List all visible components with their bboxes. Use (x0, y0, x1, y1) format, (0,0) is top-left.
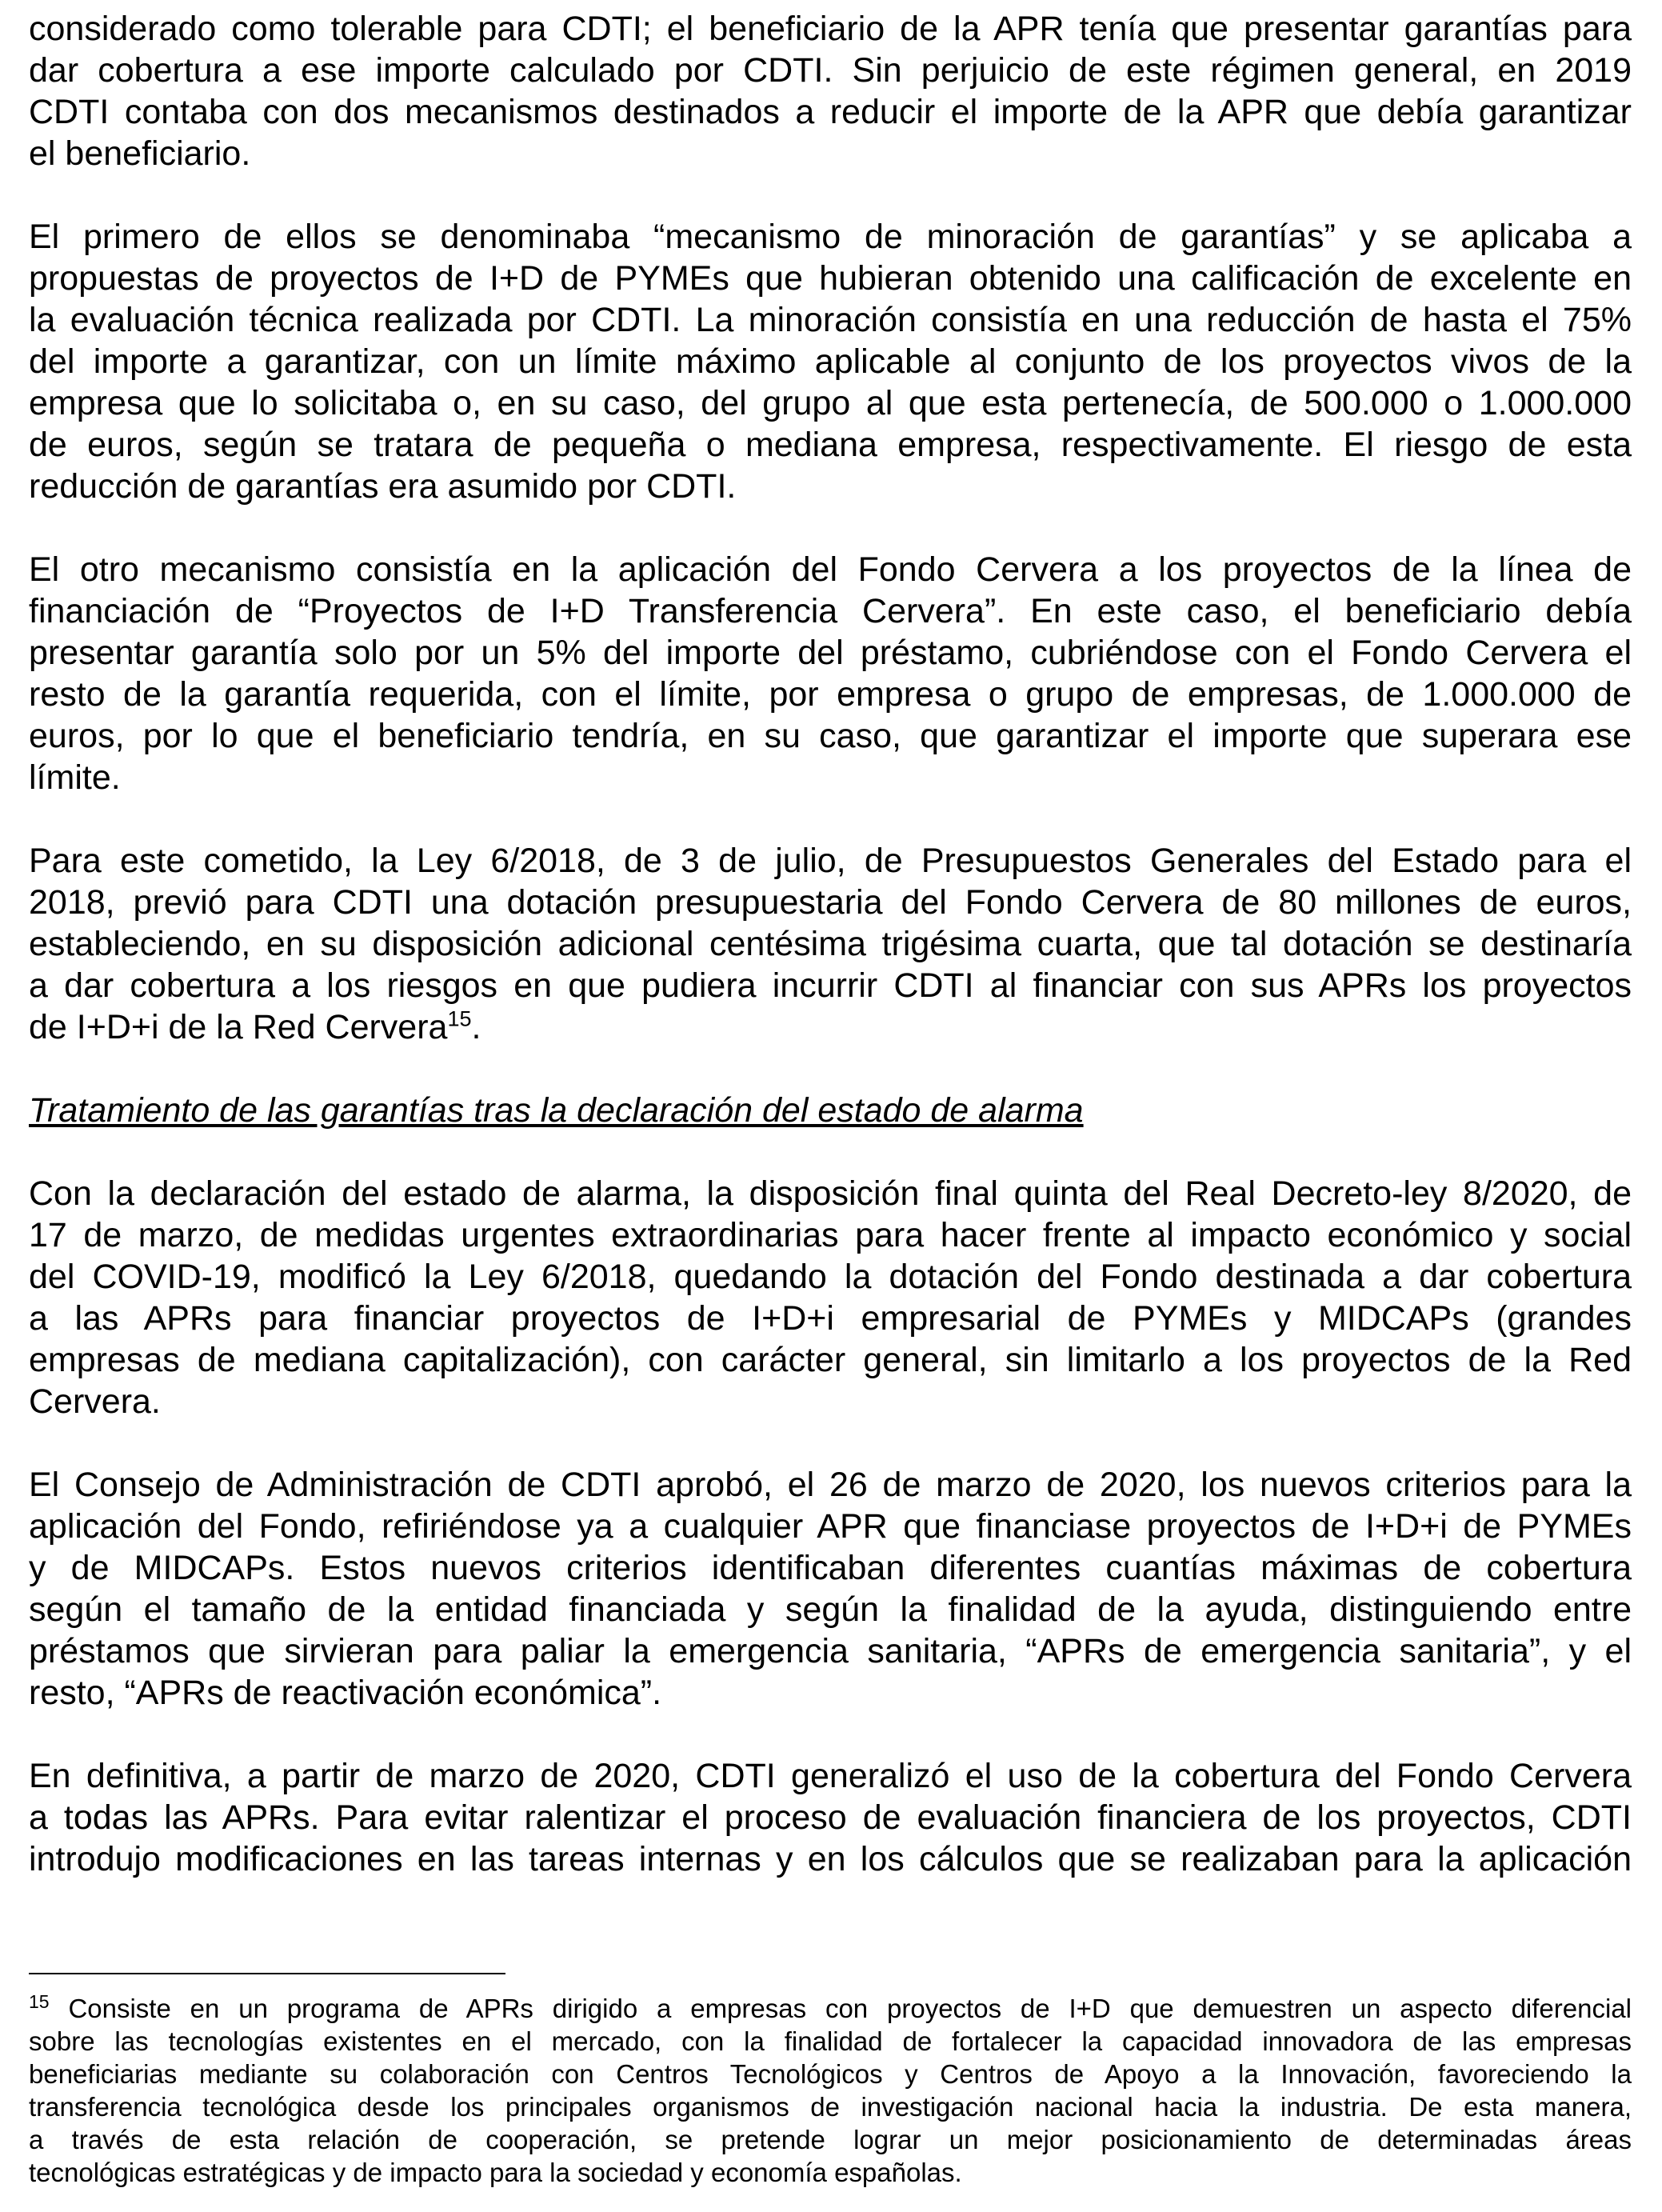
paragraph-line: euros, por lo que el beneficiario tendría, en su caso, que garantizar el importe que superara ese (29, 717, 1632, 755)
paragraph-line: de I+D+i de la Red Cervera$^{15}$. (29, 1006, 481, 1046)
paragraph-3 (29, 549, 1632, 798)
paragraph-5 (29, 1173, 1632, 1422)
paragraph-line: CDTI contaba con dos mecanismos destinados a reducir el importe de la APR que debía garantizar (29, 93, 1632, 131)
paragraph-line: dar cobertura a ese importe calculado por CDTI. Sin perjuicio de este régimen general, en 2019 (29, 51, 1632, 90)
paragraph-4 (29, 840, 1632, 1048)
paragraph-line: Para este cometido, la Ley 6/2018, de 3 de julio, de Presupuestos Generales del Estado para el (29, 842, 1632, 880)
paragraph-line: a las APRs para financiar proyectos de I+D+i empresarial de PYMEs y MIDCAPs (grandes (29, 1299, 1632, 1338)
paragraph-line: empresas de mediana capitalización), con carácter general, sin limitarlo a los proyectos de la Red (29, 1341, 1632, 1379)
paragraph-line: considerado como tolerable para CDTI; el beneficiario de la APR tenía que presentar garantías para (29, 10, 1632, 48)
footnote-separator (29, 1973, 505, 1974)
footnote-line: transferencia tecnológica desde los principales organismos de investigación nacional hacia la industria. De esta manera, (29, 2092, 1632, 2122)
paragraph-line: y de MIDCAPs. Estos nuevos criterios identificaban diferentes cuantías máximas de cobertura (29, 1549, 1632, 1587)
paragraph-line: según el tamaño de la entidad financiada y según la finalidad de la ayuda, distinguiendo entre (29, 1590, 1632, 1629)
paragraph-line: financiación de “Proyectos de I+D Transferencia Cervera”. En este caso, el beneficiario debía (29, 592, 1632, 630)
paragraph-6 (29, 1464, 1632, 1714)
footnote-15 (29, 1992, 1632, 2189)
paragraph-line: 17 de marzo, de medidas urgentes extraordinarias para hacer frente al impacto económico y social (29, 1216, 1632, 1254)
footnote-line: tecnológicas estratégicas y de impacto para la sociedad y economía españolas. (29, 2158, 962, 2187)
paragraph-line: El otro mecanismo consistía en la aplicación del Fondo Cervera a los proyectos de la línea de (29, 550, 1632, 589)
paragraph-line: límite. (29, 758, 121, 797)
footnote-reference[interactable]: 15 (447, 1006, 472, 1031)
paragraph-line: aplicación del Fondo, refiriéndose ya a cualquier APR que financiase proyectos de I+D+i de PYMEs (29, 1507, 1632, 1546)
paragraph-line: Cervera. (29, 1382, 161, 1421)
paragraph-line: presentar garantía solo por un 5% del importe del préstamo, cubriéndose con el Fondo Cervera el (29, 634, 1632, 672)
footnote-line (29, 1992, 1632, 2025)
paragraph-line: la evaluación técnica realizada por CDTI. La minoración consistía en una reducción de hasta el 75% (29, 301, 1632, 339)
paragraph-1 (29, 8, 1632, 174)
paragraph-line: introdujo modificaciones en las tareas internas y en los cálculos que se realizaban para la aplicación (29, 1840, 1632, 1878)
footnote-line: sobre las tecnologías existentes en el mercado, con la finalidad de fortalecer la capacidad innovadora de las empresas (29, 2026, 1632, 2056)
paragraph-line: propuestas de proyectos de I+D de PYMEs que hubieran obtenido una calificación de excelente en (29, 259, 1632, 298)
paragraph-line: resto, “APRs de reactivación económica”. (29, 1674, 662, 1712)
paragraph-line: a todas las APRs. Para evitar ralentizar el proceso de evaluación financiera de los proyectos, CDTI (29, 1798, 1632, 1837)
paragraph-line: El primero de ellos se denominaba “mecanismo de minoración de garantías” y se aplicaba a (29, 218, 1632, 256)
paragraph-line: 2018, previó para CDTI una dotación presupuestaria del Fondo Cervera de 80 millones de euros, (29, 883, 1632, 922)
section-heading: Tratamiento de las garantías tras la declaración del estado de alarma (29, 1091, 1084, 1130)
footnote-line: beneficiarias mediante su colaboración con Centros Tecnológicos y Centros de Apoyo a la Innovación, favoreciendo la (29, 2059, 1632, 2089)
paragraph-line: el beneficiario. (29, 134, 251, 173)
paragraph-line: préstamos que sirvieran para paliar la emergencia sanitaria, “APRs de emergencia sanitaria”, y el (29, 1632, 1632, 1670)
footnote-line: a través de esta relación de cooperación, se pretende lograr un mejor posicionamiento de determinadas áreas (29, 2125, 1632, 2154)
footnote-line-text: Consiste en un programa de APRs dirigido a empresas con proyectos de I+D que demuestren un aspecto diferencial (49, 1994, 1632, 2023)
paragraph-2 (29, 216, 1632, 507)
paragraph-line: estableciendo, en su disposición adicional centésima trigésima cuarta, que tal dotación se destinaría (29, 925, 1632, 963)
paragraph-line-text: de I+D+i de la Red Cervera (29, 1008, 448, 1046)
paragraph-line: del COVID-19, modificó la Ley 6/2018, quedando la dotación del Fondo destinada a dar cobertura (29, 1258, 1632, 1296)
paragraph-line: El Consejo de Administración de CDTI aprobó, el 26 de marzo de 2020, los nuevos criterios para la (29, 1466, 1632, 1504)
document-page (29, 8, 1632, 1922)
paragraph-line: En definitiva, a partir de marzo de 2020, CDTI generalizó el uso de la cobertura del Fondo Cervera (29, 1757, 1632, 1795)
paragraph-line: reducción de garantías era asumido por CDTI. (29, 467, 737, 506)
paragraph-line: a dar cobertura a los riesgos en que pudiera incurrir CDTI al financiar con sus APRs los proyectos (29, 966, 1632, 1005)
paragraph-line: resto de la garantía requerida, con el límite, por empresa o grupo de empresas, de 1.000.000 de (29, 675, 1632, 714)
paragraph-7 (29, 1755, 1632, 1880)
footnote-number: 15 (29, 1991, 50, 2012)
paragraph-line: de euros, según se tratara de pequeña o mediana empresa, respectivamente. El riesgo de esta (29, 426, 1632, 464)
paragraph-line: empresa que lo solicitaba o, en su caso, del grupo al que esta pertenecía, de 500.000 o 1.000.000 (29, 384, 1632, 422)
paragraph-line: del importe a garantizar, con un límite máximo aplicable al conjunto de los proyectos vivos de la (29, 342, 1632, 381)
paragraph-line: Con la declaración del estado de alarma, la disposición final quinta del Real Decreto-ley 8/2020, de (29, 1174, 1632, 1213)
